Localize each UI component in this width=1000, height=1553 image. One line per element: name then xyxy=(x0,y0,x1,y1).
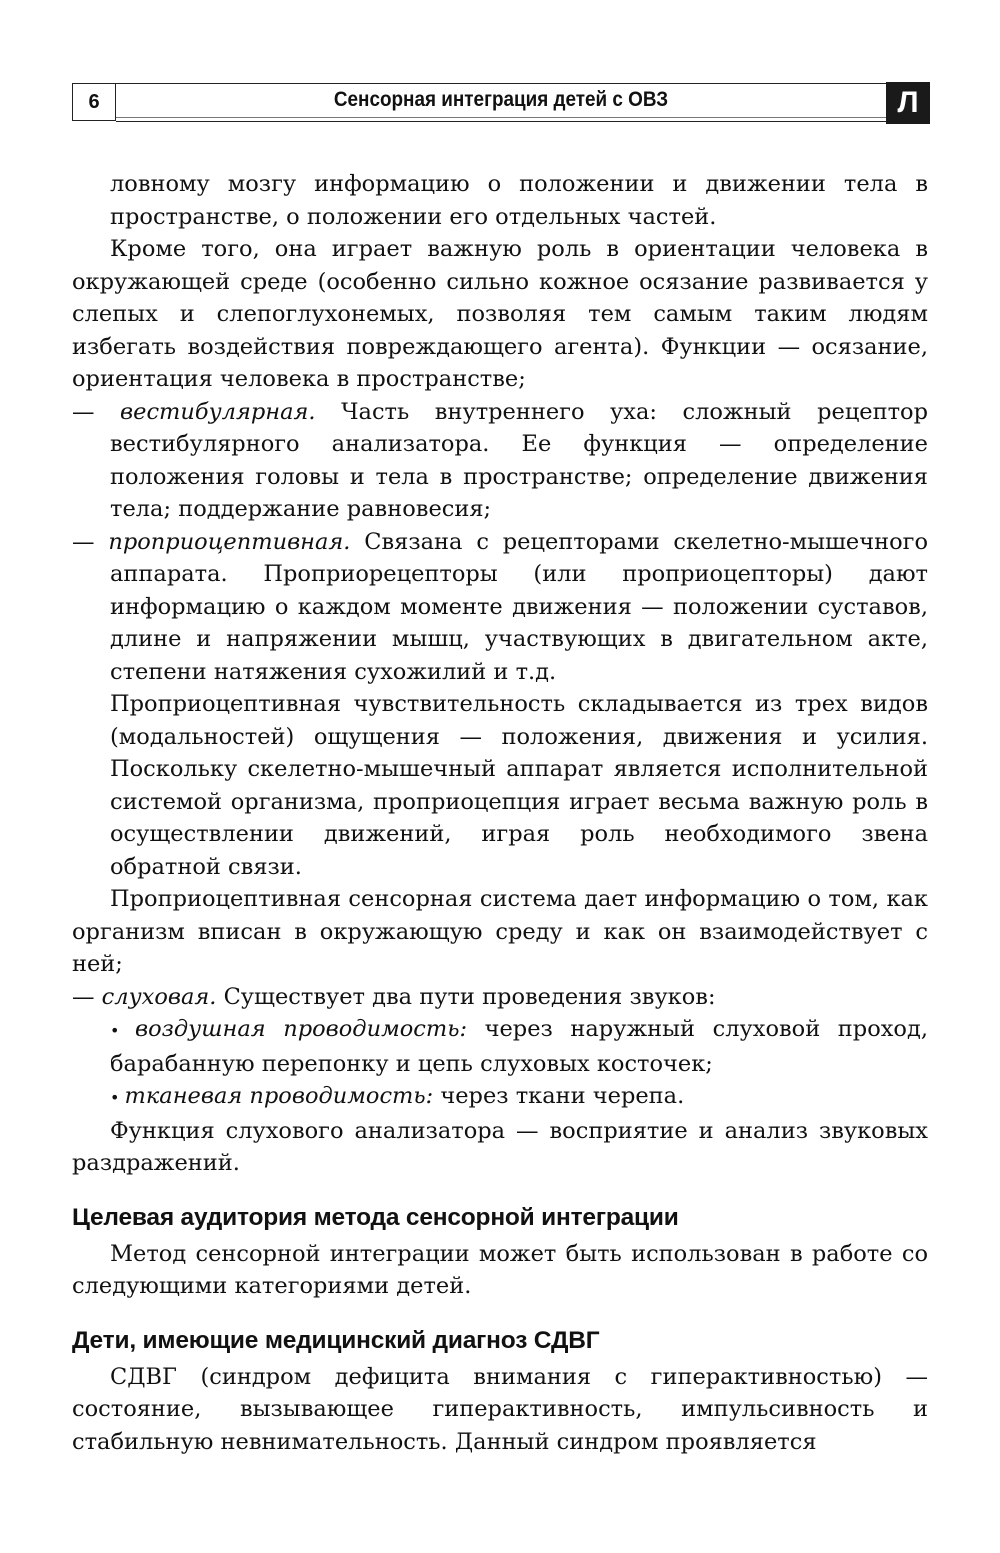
heading-adhd: Дети, имеющие медицинский диагноз СДВГ xyxy=(72,1326,600,1354)
paragraph-proprio-system: Проприоцептивная сенсорная система дает информацию о том, как организм вписан в окружающую среду и как он взаимодействует с ней; xyxy=(72,886,928,977)
list-item-proprioceptive xyxy=(72,526,928,689)
list-dash: — xyxy=(72,398,121,425)
paragraph-continuation: ловному мозгу информацию о положении и движении тела в пространстве, о положении его отдельных частей. xyxy=(110,171,928,230)
bullet-item-tissue-conduction xyxy=(72,1080,928,1115)
auditory-text: Существует два пути проведения звуков: xyxy=(216,983,716,1010)
list-dash: — xyxy=(72,528,109,555)
bullet-item-air-conduction xyxy=(72,1013,928,1080)
running-header xyxy=(72,82,930,124)
page-body xyxy=(72,168,928,1458)
term-auditory: слуховая. xyxy=(101,983,217,1010)
running-title: Сенсорная интеграция детей с ОВЗ xyxy=(333,88,669,111)
paragraph-proprio-sensitivity: Проприоцептивная чувствительность складывается из трех видов (модальностей) ощущения — положения, движения и усилия. Поскольку скелетно-мышечный аппарат является исполнительной системой организма, проприоцепция играет весьма важную роль в осуществлении движений, играя роль необходимого звена обратной связи. xyxy=(110,691,928,880)
air-conduction-text: через наружный слуховой проход, барабанную перепонку и цепь слуховых косточек; xyxy=(110,1016,928,1077)
section-letter-logo: Л xyxy=(886,82,930,124)
paragraph-touch: Кроме того, она играет важную роль в ориентации человека в окружающей среде (особенно сильно кожное осязание развивается у слепых и слепоглухонемых, позволяя тем самым таким людям избегать воздействия повреждающего агента). Функции — осязание, ориентация человека в пространстве; xyxy=(72,236,928,392)
list-dash: — xyxy=(72,983,102,1010)
list-item-auditory xyxy=(72,981,928,1014)
bullet-mark: • xyxy=(110,1088,125,1107)
paragraph-adhd: СДВГ (синдром дефицита внимания с гиперактивностью) — состояние, вызывающее гиперактивность, импульсивность и стабильную невнимательность. Данный синдром проявляется xyxy=(72,1363,928,1455)
vestibular-text: Часть внутреннего уха: сложный рецептор вестибулярного анализатора. Ее функция — определение положения головы и тела в пространстве; определение движения тела; поддержание равновесия; xyxy=(110,398,928,522)
term-proprioceptive: проприоцептивная. xyxy=(108,528,351,555)
paragraph-auditory-function: Функция слухового анализатора — восприятие и анализ звуковых раздражений. xyxy=(72,1117,928,1176)
heading-target-audience: Целевая аудитория метода сенсорной интеграции xyxy=(72,1203,679,1231)
page-number: 6 xyxy=(72,83,116,121)
proprioceptive-text: Связана с рецепторами скелетно-мышечного аппарата. Проприорецепторы (или проприоцепторы) дают информацию о каждом моменте движения — положении суставов, длине и напряжении мышц, участвующих в двигательном акте, степени натяжения сухожилий и т.д. xyxy=(110,528,928,685)
list-item-vestibular xyxy=(72,396,928,526)
header-rule-bottom xyxy=(116,121,886,122)
term-tissue-conduction: тканевая проводимость: xyxy=(124,1083,434,1109)
term-vestibular: вестибулярная. xyxy=(120,398,316,425)
tissue-conduction-text: через ткани черепа. xyxy=(433,1083,685,1109)
header-rule-inner xyxy=(116,117,886,118)
term-air-conduction: воздушная проводимость: xyxy=(134,1016,468,1042)
paragraph-method: Метод сенсорной интеграции может быть использован в работе со следующими категориями детей. xyxy=(72,1240,928,1299)
bullet-mark: • xyxy=(110,1021,135,1040)
